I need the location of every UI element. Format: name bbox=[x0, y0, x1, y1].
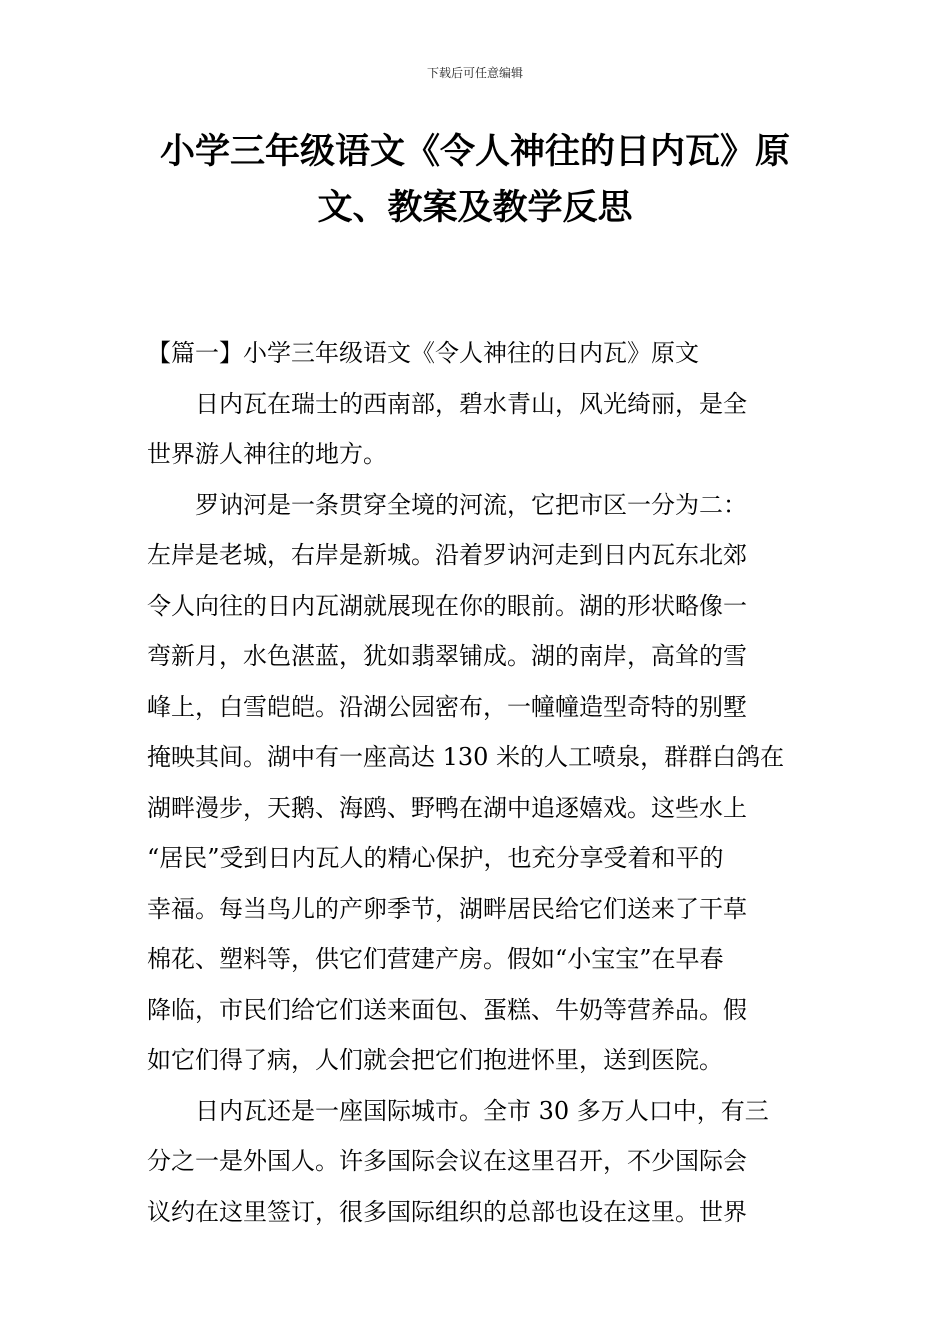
paragraph-2-line-3: 令人向往的日内瓦湖就展现在你的眼前。湖的形状略像一 bbox=[147, 591, 747, 620]
paragraph-2-line-12: 如它们得了病，人们就会把它们抱进怀里，送到医院。 bbox=[147, 1046, 723, 1074]
paragraph-3-line-1: 日内瓦还是一座国际城市。全市 30 多万人口中，有三 bbox=[195, 1096, 769, 1125]
paragraph-2-line-1: 罗讷河是一条贯穿全境的河流，它把市区一分为二： bbox=[195, 490, 747, 519]
paragraph-2-line-9: 幸福。每当鸟儿的产卵季节，湖畔居民给它们送来了干草 bbox=[147, 894, 747, 923]
document-body bbox=[147, 328, 807, 1237]
document-title bbox=[150, 124, 800, 236]
paragraph-2-line-7: 湖畔漫步，天鹅、海鸥、野鸭在湖中追逐嬉戏。这些水上 bbox=[147, 793, 747, 822]
paragraph-1-line-2: 世界游人神往的地方。 bbox=[147, 440, 387, 468]
header-note: 下载后可任意编辑 bbox=[426, 66, 523, 80]
paragraph-2-line-6: 掩映其间。湖中有一座高达 130 米的人工喷泉，群群白鸽在 bbox=[147, 743, 785, 771]
document-title-line-2: 文、教案及教学反思 bbox=[317, 188, 633, 228]
paragraph-2-line-4: 弯新月，水色湛蓝，犹如翡翠铺成。湖的南岸，高耸的雪 bbox=[147, 642, 747, 670]
paragraph-2-line-8: “居民”受到日内瓦人的精心保护，也充分享受着和平的 bbox=[147, 844, 724, 872]
paragraph-3-line-3: 议约在这里签订，很多国际组织的总部也设在这里。世界 bbox=[147, 1197, 747, 1226]
paragraph-2-line-2: 左岸是老城，右岸是新城。沿着罗讷河走到日内瓦东北郊 bbox=[147, 541, 747, 569]
paragraph-2-line-5: 峰上，白雪皑皑。沿湖公园密布，一幢幢造型奇特的别墅 bbox=[147, 692, 747, 721]
paragraph-2-line-11: 降临，市民们给它们送来面包、蛋糕、牛奶等营养品。假 bbox=[147, 995, 747, 1024]
paragraph-3-line-2: 分之一是外国人。许多国际会议在这里召开，不少国际会 bbox=[147, 1147, 747, 1175]
document-title-line-1: 小学三年级语文《令人神往的日内瓦》原 bbox=[159, 132, 790, 172]
paragraph-1-line-1: 日内瓦在瑞士的西南部，碧水青山，风光绮丽，是全 bbox=[195, 389, 747, 418]
paragraph-2-line-10: 棉花、塑料等，供它们营建产房。假如“小宝宝”在早春 bbox=[147, 945, 724, 973]
section-heading: 【篇一】小学三年级语文《令人神往的日内瓦》原文 bbox=[147, 339, 699, 367]
